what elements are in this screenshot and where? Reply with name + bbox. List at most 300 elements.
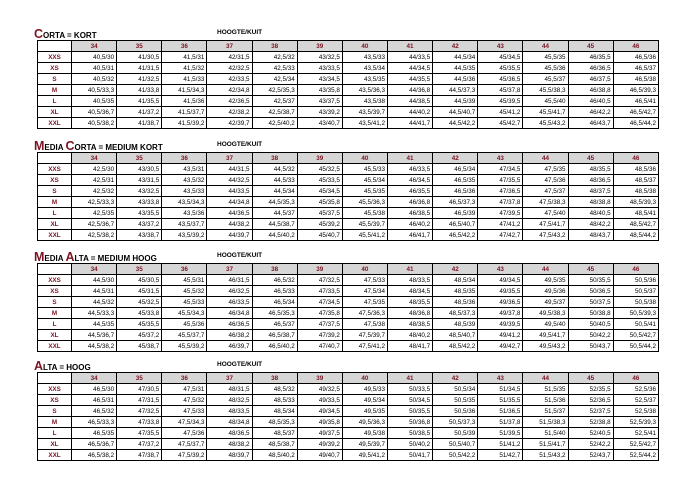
title-initial: M: [34, 139, 45, 153]
size-header: 41: [387, 373, 432, 384]
table-cell: 46,5/38,7: [252, 330, 297, 341]
table-cell: 45,5/34,3: [162, 308, 207, 319]
table-cell: 45,5/43,2: [523, 118, 568, 129]
size-header: 39: [297, 373, 342, 384]
size-table: [37, 263, 659, 352]
table-cell: 50,5/37,3: [433, 417, 478, 428]
table-cell: 40,5/33,3: [72, 85, 117, 96]
table-cell: 47/37,8: [478, 197, 523, 208]
table-cell: 46/43,7: [568, 118, 613, 129]
size-table: [37, 372, 659, 461]
table-row: [38, 85, 659, 96]
table-cell: 51,5/40: [523, 428, 568, 439]
row-label: L: [38, 428, 72, 439]
table-cell: 42,5/33: [252, 63, 297, 74]
table-cell: 41/35,5: [117, 96, 162, 107]
size-header: 34: [72, 264, 117, 275]
table-cell: 48/41,7: [387, 341, 432, 352]
row-label: M: [38, 85, 72, 96]
table-cell: 44,5/32: [72, 297, 117, 308]
table-cell: 41/31,5: [117, 63, 162, 74]
table-row: [38, 63, 659, 74]
title-rest: EDIA: [44, 254, 66, 263]
table-cell: 45,5/33: [342, 164, 387, 175]
table-cell: 42/36,5: [207, 96, 252, 107]
table-cell: 40,5/32: [72, 74, 117, 85]
size-header: 38: [252, 373, 297, 384]
table-cell: 47,5/35: [523, 164, 568, 175]
table-cell: 48,5/37,3: [433, 308, 478, 319]
table-cell: 46,5/36: [613, 52, 658, 63]
table-cell: 42,5/38,2: [72, 230, 117, 241]
table-cell: 49/35,5: [478, 286, 523, 297]
table-cell: 45/35,8: [297, 197, 342, 208]
table-cell: 50,5/36: [433, 406, 478, 417]
table-cell: 50,5/41: [613, 319, 658, 330]
table-cell: 44/33,5: [207, 186, 252, 197]
table-cell: 44/39,7: [207, 230, 252, 241]
table-cell: 43,5/36: [162, 208, 207, 219]
table-cell: 46/38,5: [387, 208, 432, 219]
table-cell: 43/38,7: [117, 230, 162, 241]
table-cell: 45,5/39,2: [162, 341, 207, 352]
table-cell: 49,5/39,7: [342, 439, 387, 450]
table-cell: 49,5/40: [523, 319, 568, 330]
table-cell: 44,5/38,2: [72, 341, 117, 352]
table-cell: 45/34,5: [297, 186, 342, 197]
title-rest: ORTA: [43, 31, 65, 40]
table-cell: 45/37,8: [478, 85, 523, 96]
table-cell: 50/40,5: [568, 319, 613, 330]
table-cell: 48,5/34: [433, 275, 478, 286]
row-label: L: [38, 319, 72, 330]
header-row: [38, 373, 659, 384]
table-cell: 50/35,5: [387, 406, 432, 417]
table-row: [38, 297, 659, 308]
size-header: 43: [478, 153, 523, 164]
table-cell: 52,5/44,2: [613, 450, 658, 461]
size-header: 40: [342, 41, 387, 52]
row-label: L: [38, 208, 72, 219]
table-cell: 50/42,2: [568, 330, 613, 341]
table-cell: 43,5/34,3: [162, 197, 207, 208]
table-cell: 45,5/36,3: [342, 197, 387, 208]
table-cell: 49/37,5: [297, 428, 342, 439]
row-label: XXS: [38, 52, 72, 63]
corner-cell: [38, 41, 72, 52]
size-header: 37: [207, 41, 252, 52]
table-cell: 46/36,8: [387, 197, 432, 208]
table-cell: 48/38,5: [387, 319, 432, 330]
size-header: 42: [433, 153, 478, 164]
table-cell: 50,5/38: [613, 297, 658, 308]
section-title: [34, 357, 91, 371]
table-cell: 41,5/36: [162, 96, 207, 107]
table-cell: 47,5/31: [162, 384, 207, 395]
table-cell: 43/32,5: [297, 52, 342, 63]
table-cell: 44/36,5: [207, 208, 252, 219]
table-cell: 41/32,5: [117, 74, 162, 85]
table-cell: 49/42,7: [478, 341, 523, 352]
size-header: 45: [568, 153, 613, 164]
size-header: 36: [162, 153, 207, 164]
size-header: 37: [207, 264, 252, 275]
table-cell: 46,5/41: [613, 96, 658, 107]
row-label: XL: [38, 330, 72, 341]
table-cell: 46,5/34: [433, 164, 478, 175]
table-cell: 48,5/32: [252, 384, 297, 395]
table-cell: 45/37,5: [297, 208, 342, 219]
table-cell: 50,5/39: [433, 428, 478, 439]
size-header: 43: [478, 373, 523, 384]
table-cell: 46/33,5: [387, 164, 432, 175]
size-header: 41: [387, 41, 432, 52]
size-header: 38: [252, 153, 297, 164]
table-cell: 43/37,2: [117, 219, 162, 230]
row-label: XXL: [38, 450, 72, 461]
table-cell: 43/35,8: [297, 85, 342, 96]
table-cell: 45/31,5: [117, 286, 162, 297]
size-table: [37, 40, 659, 129]
row-label: XS: [38, 63, 72, 74]
table-cell: 48/38,2: [207, 439, 252, 450]
table-cell: 41/38,7: [117, 118, 162, 129]
table-cell: 51/42,7: [478, 450, 523, 461]
size-header: 38: [252, 41, 297, 52]
table-cell: 44,5/37: [252, 208, 297, 219]
table-cell: 48,5/39,3: [613, 197, 658, 208]
size-header: 44: [523, 264, 568, 275]
table-cell: 45,5/38: [342, 208, 387, 219]
size-header: 40: [342, 264, 387, 275]
size-header: 36: [162, 41, 207, 52]
table-cell: 44,5/30: [72, 275, 117, 286]
table-cell: 51,5/41,7: [523, 439, 568, 450]
table-cell: 49/34,5: [478, 275, 523, 286]
table-cell: 42,5/30: [72, 164, 117, 175]
table-cell: 44,5/34: [252, 186, 297, 197]
table-row: [38, 439, 659, 450]
section-title: [34, 137, 163, 151]
table-cell: 45/42,7: [478, 118, 523, 129]
table-cell: 43,5/33: [342, 52, 387, 63]
row-label: M: [38, 308, 72, 319]
table-cell: 48,5/36: [613, 164, 658, 175]
size-header: 45: [568, 373, 613, 384]
size-header: 46: [613, 264, 658, 275]
table-cell: 49,5/35: [523, 275, 568, 286]
table-cell: 50/36,8: [387, 417, 432, 428]
table-cell: 47,5/35: [342, 297, 387, 308]
table-cell: 49/32,5: [297, 384, 342, 395]
table-cell: 48,5/40,2: [252, 450, 297, 461]
size-header: 40: [342, 373, 387, 384]
table-cell: 42/31,5: [207, 52, 252, 63]
table-cell: 44/35,5: [387, 74, 432, 85]
table-cell: 46,5/42,2: [433, 230, 478, 241]
size-header: 35: [117, 153, 162, 164]
table-cell: 45,5/33: [162, 297, 207, 308]
table-row: [38, 186, 659, 197]
table-cell: 52/43,7: [568, 450, 613, 461]
table-cell: 45,5/34: [342, 175, 387, 186]
table-cell: 41,5/32: [162, 63, 207, 74]
table-cell: 50,5/34: [433, 384, 478, 395]
table-cell: 45/32,5: [297, 164, 342, 175]
size-header: 35: [117, 41, 162, 52]
table-cell: 46/32,5: [207, 286, 252, 297]
table-cell: 43,5/31: [162, 164, 207, 175]
row-label: XXS: [38, 164, 72, 175]
table-cell: 44,5/36,7: [72, 330, 117, 341]
row-label: XXL: [38, 230, 72, 241]
table-cell: 48/40,5: [568, 208, 613, 219]
table-cell: 49/41,2: [478, 330, 523, 341]
table-cell: 47,5/34,3: [162, 417, 207, 428]
table-cell: 46,5/33: [252, 286, 297, 297]
table-cell: 48,5/44,2: [613, 230, 658, 241]
table-cell: 48/33,5: [387, 275, 432, 286]
table-cell: 43,5/36,3: [342, 85, 387, 96]
row-label: XXS: [38, 384, 72, 395]
table-cell: 46,5/40,2: [252, 341, 297, 352]
table-cell: 43/40,7: [297, 118, 342, 129]
table-cell: 49/37,8: [478, 308, 523, 319]
hoogte-kuit-label: HOOGTE/KUIT: [217, 252, 263, 259]
table-cell: 51,5/37: [523, 406, 568, 417]
table-cell: 45,5/41,7: [523, 107, 568, 118]
corner-cell: [38, 264, 72, 275]
table-cell: 52/37,5: [568, 406, 613, 417]
table-cell: 49,5/36: [523, 286, 568, 297]
table-cell: 44/36,8: [387, 85, 432, 96]
title-initial-2: C: [65, 139, 75, 153]
table-cell: 42,5/36,7: [72, 219, 117, 230]
table-cell: 49,5/41,7: [523, 330, 568, 341]
table-cell: 50,5/36: [613, 275, 658, 286]
table-cell: 46/33,5: [207, 297, 252, 308]
table-cell: 40,5/30: [72, 52, 117, 63]
table-cell: 44/38,2: [207, 219, 252, 230]
table-cell: 52,5/42,7: [613, 439, 658, 450]
header-row: [38, 41, 659, 52]
header-row: [38, 264, 659, 275]
table-cell: 44,5/38,7: [252, 219, 297, 230]
title-suffix: = KORT: [64, 31, 97, 40]
table-cell: 43/39,2: [297, 107, 342, 118]
table-cell: 46/35,5: [568, 52, 613, 63]
table-cell: 46/36,5: [568, 63, 613, 74]
size-header: 34: [72, 153, 117, 164]
title-suffix: = HOOG: [57, 363, 91, 372]
table-cell: 46/38,8: [568, 85, 613, 96]
table-cell: 46,5/36,7: [72, 439, 117, 450]
table-row: [38, 275, 659, 286]
table-cell: 51/39,5: [478, 428, 523, 439]
row-label: S: [38, 186, 72, 197]
table-cell: 43,5/37,7: [162, 219, 207, 230]
table-cell: 42,5/35: [72, 208, 117, 219]
table-cell: 45,5/35: [342, 186, 387, 197]
table-cell: 46,5/31: [72, 395, 117, 406]
title-initial-2: A: [65, 250, 75, 264]
table-cell: 40,5/31: [72, 63, 117, 74]
table-cell: 43/30,5: [117, 164, 162, 175]
table-cell: 48/33,5: [207, 406, 252, 417]
table-cell: 49,5/38: [342, 428, 387, 439]
table-cell: 50/38,5: [387, 428, 432, 439]
table-cell: 44,5/39: [433, 96, 478, 107]
table-cell: 42/38,2: [207, 107, 252, 118]
table-cell: 49,5/41,2: [342, 450, 387, 461]
table-cell: 51/41,2: [478, 439, 523, 450]
table-cell: 47,5/37,7: [162, 439, 207, 450]
table-cell: 43,5/39,7: [342, 107, 387, 118]
table-cell: 49/33,5: [297, 395, 342, 406]
table-cell: 44/34,5: [387, 63, 432, 74]
table-cell: 46,5/40,7: [433, 219, 478, 230]
table-cell: 46/41,7: [387, 230, 432, 241]
size-header: 38: [252, 264, 297, 275]
row-label: S: [38, 297, 72, 308]
table-cell: 49/40,7: [297, 450, 342, 461]
table-cell: 49/39,5: [478, 319, 523, 330]
table-cell: 46/39,7: [207, 341, 252, 352]
table-cell: 47/37,5: [297, 319, 342, 330]
table-cell: 43,5/38: [342, 96, 387, 107]
table-cell: 44/40,2: [387, 107, 432, 118]
table-cell: 47,5/41,7: [523, 219, 568, 230]
table-cell: 44/41,7: [387, 118, 432, 129]
table-cell: 48,5/39: [433, 319, 478, 330]
table-cell: 52,5/39,3: [613, 417, 658, 428]
table-cell: 48/37,5: [568, 186, 613, 197]
row-label: XS: [38, 286, 72, 297]
table-cell: 44,5/33,3: [72, 308, 117, 319]
table-cell: 45,5/32: [162, 286, 207, 297]
size-table: [37, 152, 659, 241]
table-cell: 47/30,5: [117, 384, 162, 395]
table-cell: 46,5/36: [433, 186, 478, 197]
table-cell: 49/34,5: [297, 406, 342, 417]
table-cell: 44,5/35: [72, 319, 117, 330]
table-cell: 46,5/37: [252, 319, 297, 330]
table-cell: 43/34,5: [297, 74, 342, 85]
table-cell: 48,5/42,2: [433, 341, 478, 352]
size-header: 44: [523, 153, 568, 164]
size-header: 39: [297, 41, 342, 52]
table-cell: 43,5/41,2: [342, 118, 387, 129]
title-rest: LTA: [43, 363, 58, 372]
table-cell: 47/35,8: [297, 308, 342, 319]
table-cell: 45/35,5: [117, 319, 162, 330]
table-cell: 45,5/39,7: [342, 219, 387, 230]
table-cell: 48,5/35: [433, 286, 478, 297]
table-row: [38, 208, 659, 219]
table-cell: 45/41,2: [478, 107, 523, 118]
table-cell: 49,5/34: [342, 395, 387, 406]
section-title: [34, 25, 97, 39]
table-cell: 45,5/40: [523, 96, 568, 107]
table-cell: 46/31,5: [207, 275, 252, 286]
table-cell: 50/33,5: [387, 384, 432, 395]
table-cell: 52/36,5: [568, 395, 613, 406]
table-cell: 48,5/35,3: [252, 417, 297, 428]
size-header: 35: [117, 264, 162, 275]
table-cell: 47/42,7: [478, 230, 523, 241]
title-initial: M: [34, 250, 45, 264]
table-cell: 48,5/42,7: [613, 219, 658, 230]
section-title: [34, 248, 157, 262]
table-row: [38, 417, 659, 428]
table-cell: 47,5/39,2: [162, 450, 207, 461]
table-row: [38, 164, 659, 175]
size-header: 37: [207, 373, 252, 384]
table-cell: 45/32,5: [117, 297, 162, 308]
table-row: [38, 52, 659, 63]
table-cell: 45,5/36: [162, 319, 207, 330]
table-cell: 41,5/33: [162, 74, 207, 85]
table-row: [38, 384, 659, 395]
table-cell: 48/39,7: [207, 450, 252, 461]
table-cell: 41/37,2: [117, 107, 162, 118]
table-row: [38, 341, 659, 352]
table-cell: 49,5/33: [342, 384, 387, 395]
table-cell: 45,5/36: [523, 63, 568, 74]
table-cell: 51/37,8: [478, 417, 523, 428]
table-cell: 50/40,2: [387, 439, 432, 450]
table-cell: 52,5/36: [613, 384, 658, 395]
table-cell: 47/36,5: [478, 186, 523, 197]
table-cell: 42/33,5: [207, 74, 252, 85]
title-initial: C: [34, 27, 44, 41]
table-cell: 47,5/36,3: [342, 308, 387, 319]
size-header: 41: [387, 153, 432, 164]
table-cell: 42,5/34: [252, 74, 297, 85]
table-cell: 46,5/34: [252, 297, 297, 308]
row-label: XL: [38, 219, 72, 230]
table-cell: 48/40,2: [387, 330, 432, 341]
table-cell: 50,5/42,2: [433, 450, 478, 461]
table-cell: 47/32,5: [297, 275, 342, 286]
table-cell: 51/34,5: [478, 384, 523, 395]
table-cell: 48/31,5: [207, 384, 252, 395]
title-suffix: LTA = MEDIUM HOOG: [74, 254, 157, 263]
table-cell: 43,5/34: [342, 63, 387, 74]
table-cell: 49,5/35: [342, 406, 387, 417]
table-cell: 43/33,5: [297, 63, 342, 74]
table-cell: 40,5/36,7: [72, 107, 117, 118]
size-header: 45: [568, 264, 613, 275]
table-cell: 47,5/41,2: [342, 341, 387, 352]
table-cell: 47/34,5: [297, 297, 342, 308]
row-label: S: [38, 406, 72, 417]
table-cell: 45/37,2: [117, 330, 162, 341]
table-cell: 45/38,7: [117, 341, 162, 352]
table-cell: 46/40,2: [387, 219, 432, 230]
table-cell: 47/40,7: [297, 341, 342, 352]
table-cell: 48/34,5: [387, 286, 432, 297]
table-cell: 43/37,5: [297, 96, 342, 107]
table-cell: 45/39,2: [297, 219, 342, 230]
size-header: 37: [207, 153, 252, 164]
row-label: XXS: [38, 275, 72, 286]
table-cell: 42,5/32: [72, 186, 117, 197]
table-cell: 43,5/39,2: [162, 230, 207, 241]
table-cell: 43/33,8: [117, 197, 162, 208]
table-cell: 45/30,5: [117, 275, 162, 286]
table-cell: 45/33,5: [297, 175, 342, 186]
